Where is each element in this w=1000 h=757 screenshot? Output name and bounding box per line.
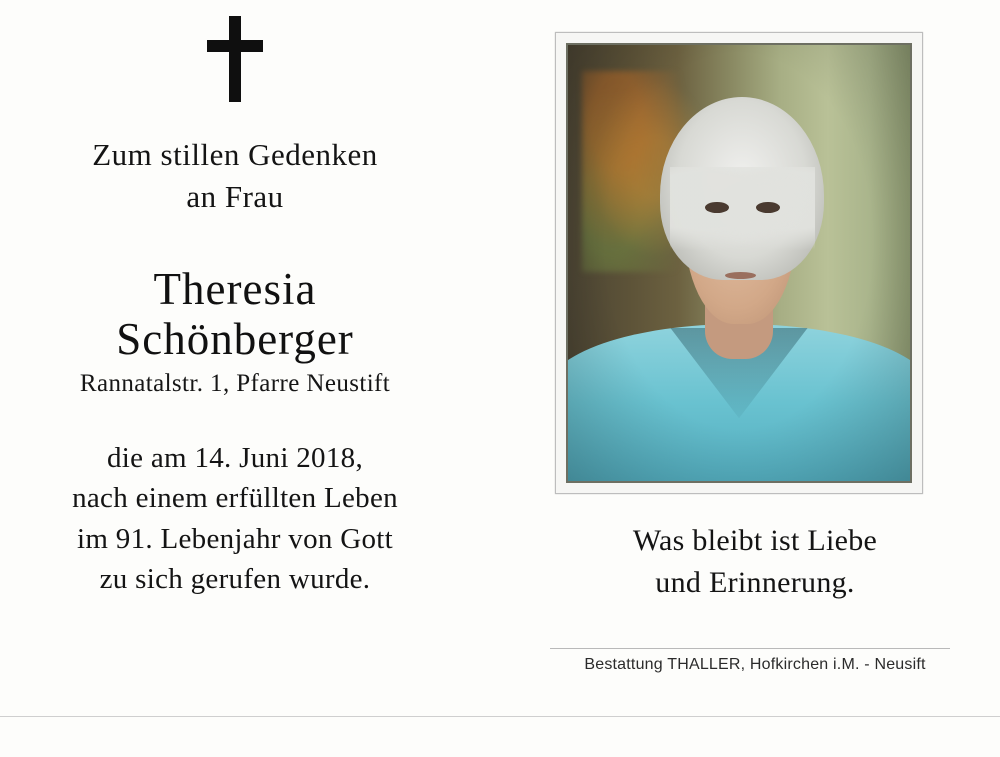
memorial-intro — [0, 134, 470, 218]
footer-divider — [550, 648, 950, 649]
deceased-name — [0, 264, 470, 365]
deceased-first-name: Theresia — [153, 263, 317, 314]
epitaph — [520, 520, 990, 604]
portrait-vignette — [568, 45, 910, 481]
memorial-passage-line-3: im 91. Lebenjahr von Gott — [77, 522, 393, 555]
portrait-photo — [566, 43, 912, 483]
memorial-passage-line-2: nach einem erfüllten Leben — [72, 482, 398, 515]
portrait-frame — [555, 32, 923, 494]
epitaph-line-2: und Erinnerung. — [655, 566, 855, 599]
memorial-left-column — [0, 0, 470, 700]
memorial-intro-line-1: Zum stillen Gedenken — [92, 137, 378, 172]
deceased-last-name: Schönberger — [116, 314, 354, 365]
deceased-address: Rannatalstr. 1, Pfarre Neustift — [79, 370, 391, 398]
memorial-right-column — [520, 0, 990, 700]
page-bottom-divider — [0, 716, 1000, 717]
memorial-passage-line-4: zu sich gerufen wurde. — [99, 562, 371, 595]
memorial-passage-line-1: die am 14. Juni 2018, — [107, 442, 363, 475]
memorial-intro-line-2: an Frau — [186, 178, 284, 214]
latin-cross-icon — [135, 14, 335, 104]
epitaph-line-1: Was bleibt ist Liebe — [632, 524, 878, 557]
funeral-home-credit: Bestattung THALLER, Hofkirchen i.M. - Neusift — [584, 656, 926, 673]
memorial-passage — [0, 438, 470, 598]
